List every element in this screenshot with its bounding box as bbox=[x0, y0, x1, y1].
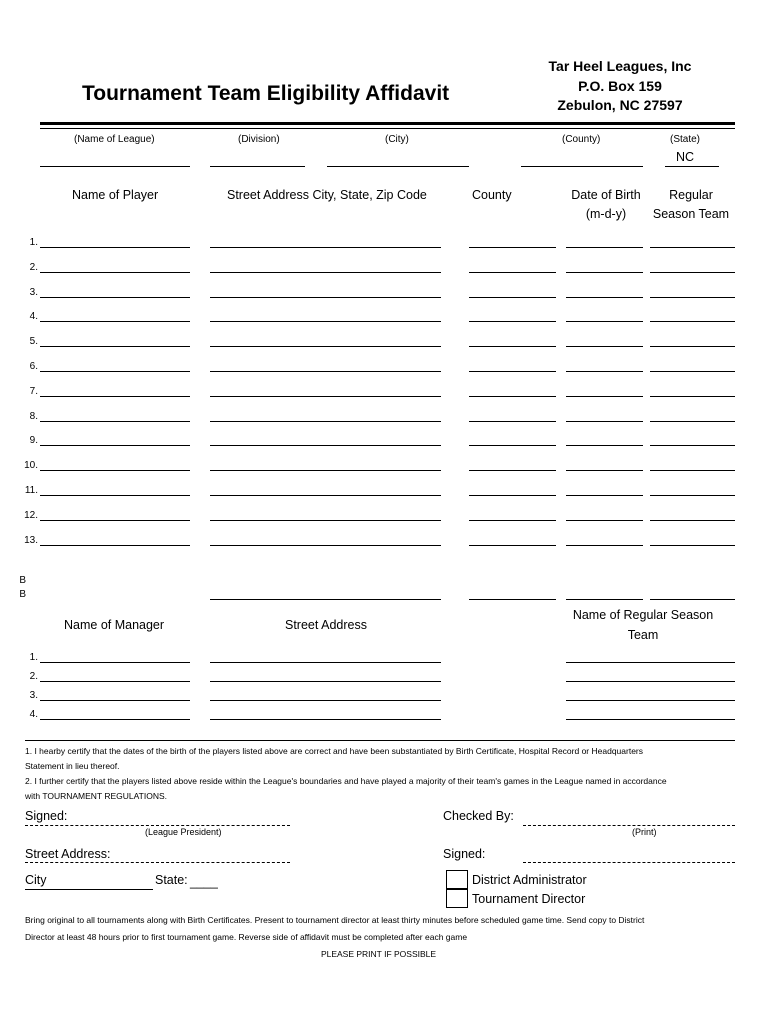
player-address-field[interactable] bbox=[210, 371, 441, 372]
player-team-field[interactable] bbox=[650, 470, 735, 471]
checked-by-label: Checked By: bbox=[443, 809, 514, 823]
player-team-field[interactable] bbox=[650, 421, 735, 422]
player-dob-header: Date of Birth bbox=[571, 188, 641, 202]
city-label: (City) bbox=[385, 134, 409, 145]
extra-team-field[interactable] bbox=[650, 599, 735, 600]
player-team-field[interactable] bbox=[650, 445, 735, 446]
org-name: Tar Heel Leagues, Inc bbox=[548, 58, 692, 74]
manager-team-field[interactable] bbox=[566, 681, 735, 682]
player-team-field[interactable] bbox=[650, 495, 735, 496]
certify-line-1b: Statement in lieu thereof. bbox=[25, 761, 120, 771]
player-county-field[interactable] bbox=[469, 297, 556, 298]
league-field[interactable] bbox=[40, 166, 190, 167]
state-sig-field[interactable]: ____ bbox=[190, 875, 218, 889]
manager-row-number: 1. bbox=[29, 652, 38, 663]
player-name-field[interactable] bbox=[40, 272, 190, 273]
player-dob-field[interactable] bbox=[566, 545, 643, 546]
player-county-field[interactable] bbox=[469, 495, 556, 496]
player-team-field[interactable] bbox=[650, 247, 735, 248]
manager-address-field[interactable] bbox=[210, 700, 441, 701]
player-address-field[interactable] bbox=[210, 520, 441, 521]
player-team-field[interactable] bbox=[650, 346, 735, 347]
player-team-field[interactable] bbox=[650, 520, 735, 521]
player-name-header: Name of Player bbox=[72, 188, 159, 202]
certify-text bbox=[25, 744, 745, 804]
player-row-number: 9. bbox=[29, 435, 38, 447]
extra-row-label: B bbox=[19, 575, 26, 586]
player-name-field[interactable] bbox=[40, 346, 190, 347]
checked-by-field[interactable] bbox=[523, 825, 735, 826]
player-row-number: 1. bbox=[29, 237, 38, 248]
player-address-field[interactable] bbox=[210, 421, 441, 422]
player-county-field[interactable] bbox=[469, 445, 556, 446]
player-team-field[interactable] bbox=[650, 545, 735, 546]
player-row-number: 3. bbox=[29, 286, 38, 298]
player-row-number: 6. bbox=[29, 361, 38, 372]
state-sig-label: State: bbox=[155, 873, 188, 887]
city-sig-label: City bbox=[25, 873, 47, 887]
certify-rule bbox=[25, 740, 735, 741]
player-team-header-2: Season Team bbox=[652, 207, 730, 221]
org-po-box: P.O. Box 159 bbox=[578, 78, 662, 94]
print-note: PLEASE PRINT IF POSSIBLE bbox=[320, 949, 437, 959]
player-name-field[interactable] bbox=[40, 297, 190, 298]
player-row-number: 13. bbox=[24, 534, 38, 546]
player-team-header: Regular bbox=[669, 188, 713, 202]
street-address-field[interactable] bbox=[25, 862, 290, 863]
player-name-field[interactable] bbox=[40, 371, 190, 372]
player-address-header: Street Address City, State, Zip Code bbox=[227, 188, 427, 202]
player-address-field[interactable] bbox=[210, 346, 441, 347]
player-row-number: 11. bbox=[24, 485, 38, 496]
player-address-field[interactable] bbox=[210, 495, 441, 496]
player-dob-field[interactable] bbox=[566, 321, 643, 322]
player-dob-field[interactable] bbox=[566, 445, 643, 446]
player-name-field[interactable] bbox=[40, 247, 190, 248]
signed-field[interactable] bbox=[25, 825, 290, 826]
certify-line-2b: with TOURNAMENT REGULATIONS. bbox=[25, 791, 168, 801]
manager-team-header-2: Team bbox=[627, 628, 659, 642]
manager-name-header: Name of Manager bbox=[64, 618, 165, 632]
header-rule-thin bbox=[40, 128, 735, 129]
city-field[interactable] bbox=[327, 166, 469, 167]
player-dob-format: (m-d-y) bbox=[585, 207, 627, 221]
certify-line-1a: 1. I hearby certify that the dates of the birth of the players listed above are correct and have been substantiated by Birth Certificate, Hospital Record or Headquarters bbox=[25, 746, 644, 756]
org-city: Zebulon, NC 27597 bbox=[557, 97, 683, 113]
player-dob-field[interactable] bbox=[566, 396, 643, 397]
extra-row-label: B bbox=[19, 589, 26, 600]
footer-instructions bbox=[25, 912, 755, 946]
player-dob-field[interactable] bbox=[566, 421, 643, 422]
manager-row-number: 4. bbox=[29, 709, 38, 720]
player-row-number: 4. bbox=[29, 311, 38, 323]
player-address-field[interactable] bbox=[210, 396, 441, 397]
tournament-director-checkbox[interactable] bbox=[446, 889, 468, 908]
manager-address-field[interactable] bbox=[210, 681, 441, 682]
player-row-number: 7. bbox=[29, 385, 38, 397]
manager-address-field[interactable] bbox=[210, 719, 441, 720]
player-address-field[interactable] bbox=[210, 545, 441, 546]
player-name-field[interactable] bbox=[40, 445, 190, 446]
player-team-field[interactable] bbox=[650, 396, 735, 397]
extra-address-field[interactable] bbox=[210, 599, 441, 600]
player-name-field[interactable] bbox=[40, 396, 190, 397]
manager-name-field[interactable] bbox=[40, 681, 190, 682]
player-county-header: County bbox=[472, 188, 512, 202]
manager-name-field[interactable] bbox=[40, 719, 190, 720]
manager-row-number: 2. bbox=[29, 671, 38, 682]
player-county-field[interactable] bbox=[469, 247, 556, 248]
player-name-field[interactable] bbox=[40, 470, 190, 471]
division-label: (Division) bbox=[238, 134, 280, 145]
player-row-number: 12. bbox=[24, 509, 38, 521]
county-label: (County) bbox=[562, 134, 601, 145]
player-address-field[interactable] bbox=[210, 272, 441, 273]
player-county-field[interactable] bbox=[469, 421, 556, 422]
player-dob-field[interactable] bbox=[566, 272, 643, 273]
player-name-field[interactable] bbox=[40, 545, 190, 546]
extra-dob-field[interactable] bbox=[566, 599, 643, 600]
player-county-field[interactable] bbox=[469, 371, 556, 372]
tournament-director-label: Tournament Director bbox=[472, 892, 586, 906]
player-name-field[interactable] bbox=[40, 321, 190, 322]
player-dob-field[interactable] bbox=[566, 470, 643, 471]
header-rule-thick bbox=[40, 122, 735, 125]
county-field[interactable] bbox=[521, 166, 643, 167]
player-county-field[interactable] bbox=[469, 545, 556, 546]
player-address-field[interactable] bbox=[210, 321, 441, 322]
player-dob-field[interactable] bbox=[566, 297, 643, 298]
page-title: Tournament Team Eligibility Affidavit bbox=[82, 82, 450, 105]
player-address-field[interactable] bbox=[210, 470, 441, 471]
manager-address-header: Street Address bbox=[285, 618, 367, 632]
player-team-field[interactable] bbox=[650, 371, 735, 372]
player-row-number: 8. bbox=[29, 410, 38, 422]
manager-name-field[interactable] bbox=[40, 662, 190, 663]
player-name-field[interactable] bbox=[40, 495, 190, 496]
footer-line-2: Director at least 48 hours prior to first tournament game. Reverse side of affidavit must be completed after each game bbox=[25, 932, 468, 942]
player-name-field[interactable] bbox=[40, 520, 190, 521]
player-team-field[interactable] bbox=[650, 297, 735, 298]
league-president-label: (League President) bbox=[145, 827, 222, 837]
player-row-number: 10. bbox=[24, 460, 38, 472]
manager-team-field[interactable] bbox=[566, 700, 735, 701]
signed-label: Signed: bbox=[25, 809, 68, 823]
certify-line-2a: 2. I further certify that the players listed above reside within the League's boundaries and have played a majority of their team's games in the League named in accordance bbox=[25, 776, 667, 786]
player-county-field[interactable] bbox=[469, 520, 556, 521]
print-label: (Print) bbox=[632, 827, 657, 837]
district-admin-label: District Administrator bbox=[472, 873, 587, 887]
signed2-field[interactable] bbox=[523, 862, 735, 863]
player-dob-field[interactable] bbox=[566, 247, 643, 248]
district-admin-checkbox[interactable] bbox=[446, 870, 468, 889]
state-field[interactable] bbox=[665, 166, 719, 167]
player-address-field[interactable] bbox=[210, 247, 441, 248]
manager-address-field[interactable] bbox=[210, 662, 441, 663]
player-county-field[interactable] bbox=[469, 396, 556, 397]
manager-team-field[interactable] bbox=[566, 719, 735, 720]
player-county-field[interactable] bbox=[469, 470, 556, 471]
street-address-label: Street Address: bbox=[25, 847, 111, 861]
extra-county-field[interactable] bbox=[469, 599, 556, 600]
player-row-number: 2. bbox=[29, 261, 38, 273]
state-value[interactable]: NC bbox=[676, 150, 695, 164]
player-row-number: 5. bbox=[29, 336, 38, 348]
division-field[interactable] bbox=[210, 166, 305, 167]
league-label: (Name of League) bbox=[74, 134, 155, 145]
player-county-field[interactable] bbox=[469, 321, 556, 322]
state-label: (State) bbox=[670, 134, 701, 145]
manager-team-header: Name of Regular Season bbox=[572, 608, 714, 622]
player-address-field[interactable] bbox=[210, 445, 441, 446]
player-dob-field[interactable] bbox=[566, 495, 643, 496]
player-name-field[interactable] bbox=[40, 421, 190, 422]
manager-name-field[interactable] bbox=[40, 700, 190, 701]
manager-team-field[interactable] bbox=[566, 662, 735, 663]
player-dob-field[interactable] bbox=[566, 520, 643, 521]
city-sig-field[interactable] bbox=[25, 889, 153, 890]
signed2-label: Signed: bbox=[443, 847, 486, 861]
footer-line-1: Bring original to all tournaments along with Birth Certificates. Present to tournament director at least thirty minutes before scheduled game time. Send copy to District bbox=[25, 915, 645, 925]
player-county-field[interactable] bbox=[469, 272, 556, 273]
manager-row-number: 3. bbox=[29, 690, 38, 701]
player-team-field[interactable] bbox=[650, 272, 735, 273]
player-county-field[interactable] bbox=[469, 346, 556, 347]
player-team-field[interactable] bbox=[650, 321, 735, 322]
player-address-field[interactable] bbox=[210, 297, 441, 298]
player-dob-field[interactable] bbox=[566, 371, 643, 372]
player-dob-field[interactable] bbox=[566, 346, 643, 347]
